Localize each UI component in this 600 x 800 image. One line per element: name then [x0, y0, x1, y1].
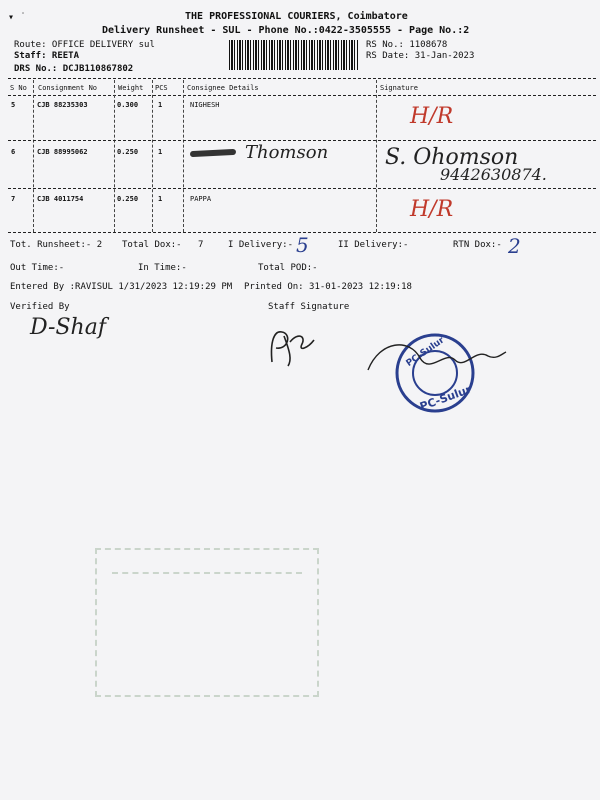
row-consignment: CJB 88995062	[37, 148, 88, 156]
col-header-sno: S No	[10, 84, 27, 92]
col-header-pcs: PCS	[155, 84, 168, 92]
row-rule	[8, 188, 596, 189]
staff-label: Staff: REETA	[14, 51, 80, 61]
col-header-weight: Weight	[118, 84, 144, 92]
row-pcs: 1	[158, 148, 163, 156]
verified-signature: D-Shaf	[30, 315, 106, 340]
col-divider	[114, 80, 115, 232]
table-header-rule	[8, 95, 596, 96]
col-header-consignment: Consignment No	[38, 84, 98, 92]
row-consignment: CJB 4011754	[37, 195, 84, 203]
total-pod: Total POD:-	[258, 263, 318, 273]
col-divider	[33, 80, 34, 232]
corner-mark: ▾ ˙	[8, 12, 27, 23]
scribbled-out-name	[190, 149, 236, 157]
table-top-rule	[8, 78, 596, 79]
route-label: Route: OFFICE DELIVERY sul	[14, 40, 155, 50]
entered-by: Entered By :RAVISUL 1/31/2023 12:19:29 PM	[10, 282, 233, 292]
ii-delivery-label: II Delivery:-	[338, 240, 409, 250]
in-time: In Time:-	[138, 263, 187, 273]
row-sno: 5	[11, 101, 16, 109]
i-delivery-value: 5	[296, 233, 309, 257]
barcode	[229, 40, 359, 70]
row-consignment: CJB 88235303	[37, 101, 88, 109]
i-delivery-label: I Delivery:-	[228, 240, 294, 250]
row-weight: 0.300	[117, 101, 139, 109]
row-consignee: NIGHESH	[190, 101, 220, 109]
drs-label: DRS No.: DCJB110867802	[14, 64, 134, 74]
row-rule	[8, 140, 596, 141]
row-consignee: PAPPA	[190, 195, 212, 203]
col-header-signature: Signature	[380, 84, 418, 92]
stamp-label: PC-Sulur	[418, 382, 474, 414]
rtn-dox-value: 2	[508, 234, 521, 258]
staff-signature-label: Staff Signature	[268, 302, 350, 312]
rs-number: RS No.: 1108678	[366, 40, 448, 50]
col-header-consignee: Consignee Details	[187, 84, 259, 92]
col-divider	[183, 80, 184, 232]
row-signature: S. Ohomson	[385, 145, 519, 170]
row-weight: 0.250	[117, 148, 139, 156]
total-dox-value: 7	[198, 240, 204, 250]
stamp-label-top: PC-Sulur	[404, 335, 447, 369]
runsheet-subtitle: Delivery Runsheet - SUL - Phone No.:0422-3505555 - Page No.:2	[102, 25, 470, 36]
rtn-dox-label: RTN Dox:-	[453, 240, 502, 250]
row-sno: 6	[11, 148, 16, 156]
out-time: Out Time:-	[10, 263, 65, 273]
col-divider	[376, 80, 377, 232]
row-weight: 0.250	[117, 195, 139, 203]
row-pcs: 1	[158, 195, 163, 203]
row-consignee-handwritten: Thomson	[245, 142, 329, 163]
row-pcs: 1	[158, 101, 163, 109]
total-dox-label: Total Dox:-	[122, 240, 182, 250]
row-signature-phone: 9442630874.	[440, 165, 547, 184]
company-title: THE PROFESSIONAL COURIERS, Coimbatore	[185, 11, 408, 22]
row-signature: H/R	[410, 197, 454, 222]
verified-by-label: Verified By	[10, 302, 70, 312]
printed-on: Printed On: 31-01-2023 12:19:18	[244, 282, 412, 292]
staff-signature-scribble	[262, 322, 332, 372]
row-signature: H/R	[410, 104, 454, 129]
row-sno: 7	[11, 195, 16, 203]
tot-runsheet: Tot. Runsheet:- 2	[10, 240, 103, 250]
stamp-signature-scribble	[360, 330, 510, 390]
col-divider	[152, 80, 153, 232]
faded-stamp-inner	[112, 560, 302, 574]
rs-date: RS Date: 31-Jan-2023	[366, 51, 475, 61]
